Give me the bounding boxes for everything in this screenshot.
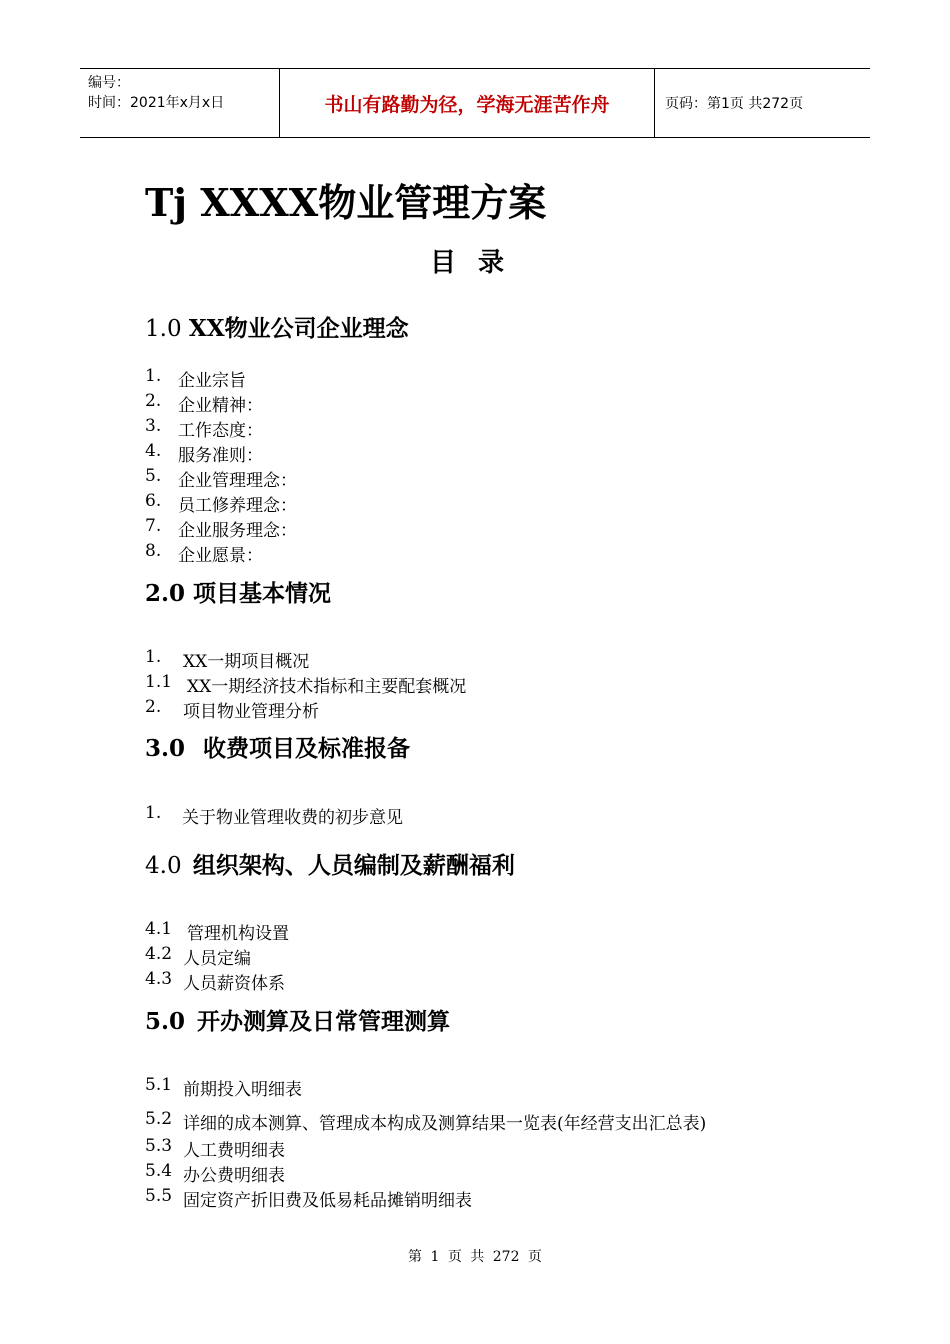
toc-section-3[interactable] bbox=[145, 730, 410, 763]
toc-item[interactable] bbox=[145, 697, 319, 722]
toc-item[interactable] bbox=[145, 1075, 302, 1100]
item-text: 人员薪资体系 bbox=[183, 974, 285, 994]
toc-item[interactable] bbox=[145, 441, 263, 466]
toc-section-1[interactable] bbox=[145, 310, 409, 343]
toc-item[interactable] bbox=[145, 969, 285, 994]
item-text: 详细的成本测算、管理成本构成及测算结果一览表(年经营支出汇总表) bbox=[183, 1114, 707, 1134]
item-text: XX一期项目概况 bbox=[183, 652, 310, 672]
toc-item[interactable] bbox=[145, 516, 297, 541]
item-text: 企业宗旨 bbox=[178, 371, 246, 391]
item-number: 5.2 bbox=[145, 1109, 173, 1129]
header-meta bbox=[80, 69, 280, 137]
section-number: 2.0 bbox=[145, 580, 194, 607]
item-number: 4.1 bbox=[145, 919, 173, 939]
page-header bbox=[80, 68, 870, 138]
toc-item[interactable] bbox=[145, 416, 263, 441]
item-text: 管理机构设置 bbox=[187, 924, 289, 944]
section-title: 项目基本情况 bbox=[193, 580, 332, 607]
section-number: 5.0 bbox=[145, 1008, 194, 1035]
toc-section-2[interactable] bbox=[145, 575, 331, 608]
toc-item[interactable] bbox=[145, 647, 309, 672]
toc-item[interactable] bbox=[145, 1161, 285, 1186]
item-number: 3. bbox=[145, 416, 162, 436]
toc-item[interactable] bbox=[145, 919, 289, 944]
item-number: 5.4 bbox=[145, 1161, 173, 1181]
item-number: 2. bbox=[145, 391, 162, 411]
item-text: 前期投入明细表 bbox=[183, 1080, 302, 1100]
toc-item[interactable] bbox=[145, 1136, 285, 1161]
item-text: 人员定编 bbox=[183, 949, 251, 969]
toc-item[interactable] bbox=[145, 391, 263, 416]
item-text: 项目物业管理分析 bbox=[183, 702, 319, 722]
item-number: 1. bbox=[145, 647, 162, 667]
section-title: 组织架构、人员编制及薪酬福利 bbox=[192, 852, 515, 879]
item-text: 固定资产折旧费及低易耗品摊销明细表 bbox=[183, 1191, 472, 1211]
item-number: 1. bbox=[145, 366, 162, 386]
item-number: 4.3 bbox=[145, 969, 173, 989]
item-number: 5. bbox=[145, 466, 162, 486]
toc-item[interactable] bbox=[145, 541, 263, 566]
toc-section-5[interactable] bbox=[145, 1003, 450, 1036]
item-number: 5.1 bbox=[145, 1075, 173, 1095]
document-title: Tj XXXX物业管理方案 bbox=[145, 180, 547, 225]
item-text: 员工修养理念： bbox=[178, 496, 297, 516]
item-text: XX一期经济技术指标和主要配套概况 bbox=[187, 677, 467, 697]
toc-section-4[interactable] bbox=[145, 847, 515, 880]
item-number: 5.3 bbox=[145, 1136, 173, 1156]
item-number: 6. bbox=[145, 491, 162, 511]
header-slogan: 书山有路勤为径，学海无涯苦作舟 bbox=[280, 69, 655, 137]
item-number: 5.5 bbox=[145, 1186, 173, 1206]
page-footer: 第 1 页 共 272 页 bbox=[408, 1249, 542, 1265]
toc-item[interactable] bbox=[145, 672, 466, 697]
toc-title: 目录 bbox=[429, 248, 526, 278]
item-number: 7. bbox=[145, 516, 162, 536]
toc-item[interactable] bbox=[145, 366, 246, 391]
item-number: 8. bbox=[145, 541, 162, 561]
item-number: 4. bbox=[145, 441, 162, 461]
toc-item[interactable] bbox=[145, 1109, 706, 1134]
header-number-label: 编号： bbox=[88, 75, 130, 91]
section-title: 开办测算及日常管理测算 bbox=[197, 1008, 451, 1035]
toc-item[interactable] bbox=[145, 944, 251, 969]
toc-item[interactable] bbox=[145, 803, 403, 828]
toc-item[interactable] bbox=[145, 1186, 472, 1211]
item-text: 企业服务理念： bbox=[178, 521, 297, 541]
section-number: 1.0 bbox=[145, 316, 189, 342]
section-number: 3.0 bbox=[145, 735, 194, 762]
header-page-info: 页码：第1页 共272页 bbox=[665, 96, 804, 112]
item-text: 关于物业管理收费的初步意见 bbox=[182, 808, 403, 828]
item-text: 工作态度： bbox=[178, 421, 263, 441]
item-text: 服务准则： bbox=[178, 446, 263, 466]
toc-item[interactable] bbox=[145, 491, 297, 516]
item-text: 办公费明细表 bbox=[183, 1166, 285, 1186]
item-number: 4.2 bbox=[145, 944, 173, 964]
section-title: 收费项目及标准报备 bbox=[203, 735, 411, 762]
item-text: 企业精神： bbox=[178, 396, 263, 416]
section-title: XX物业公司企业理念 bbox=[188, 315, 409, 342]
item-number: 1.1 bbox=[145, 672, 173, 692]
item-text: 人工费明细表 bbox=[183, 1141, 285, 1161]
toc-item[interactable] bbox=[145, 466, 297, 491]
section-number: 4.0 bbox=[145, 853, 189, 879]
item-text: 企业愿景： bbox=[178, 546, 263, 566]
item-text: 企业管理理念： bbox=[178, 471, 297, 491]
item-number: 2. bbox=[145, 697, 162, 717]
item-number: 1. bbox=[145, 803, 162, 823]
header-time-label: 时间：2021年x月x日 bbox=[88, 95, 225, 111]
